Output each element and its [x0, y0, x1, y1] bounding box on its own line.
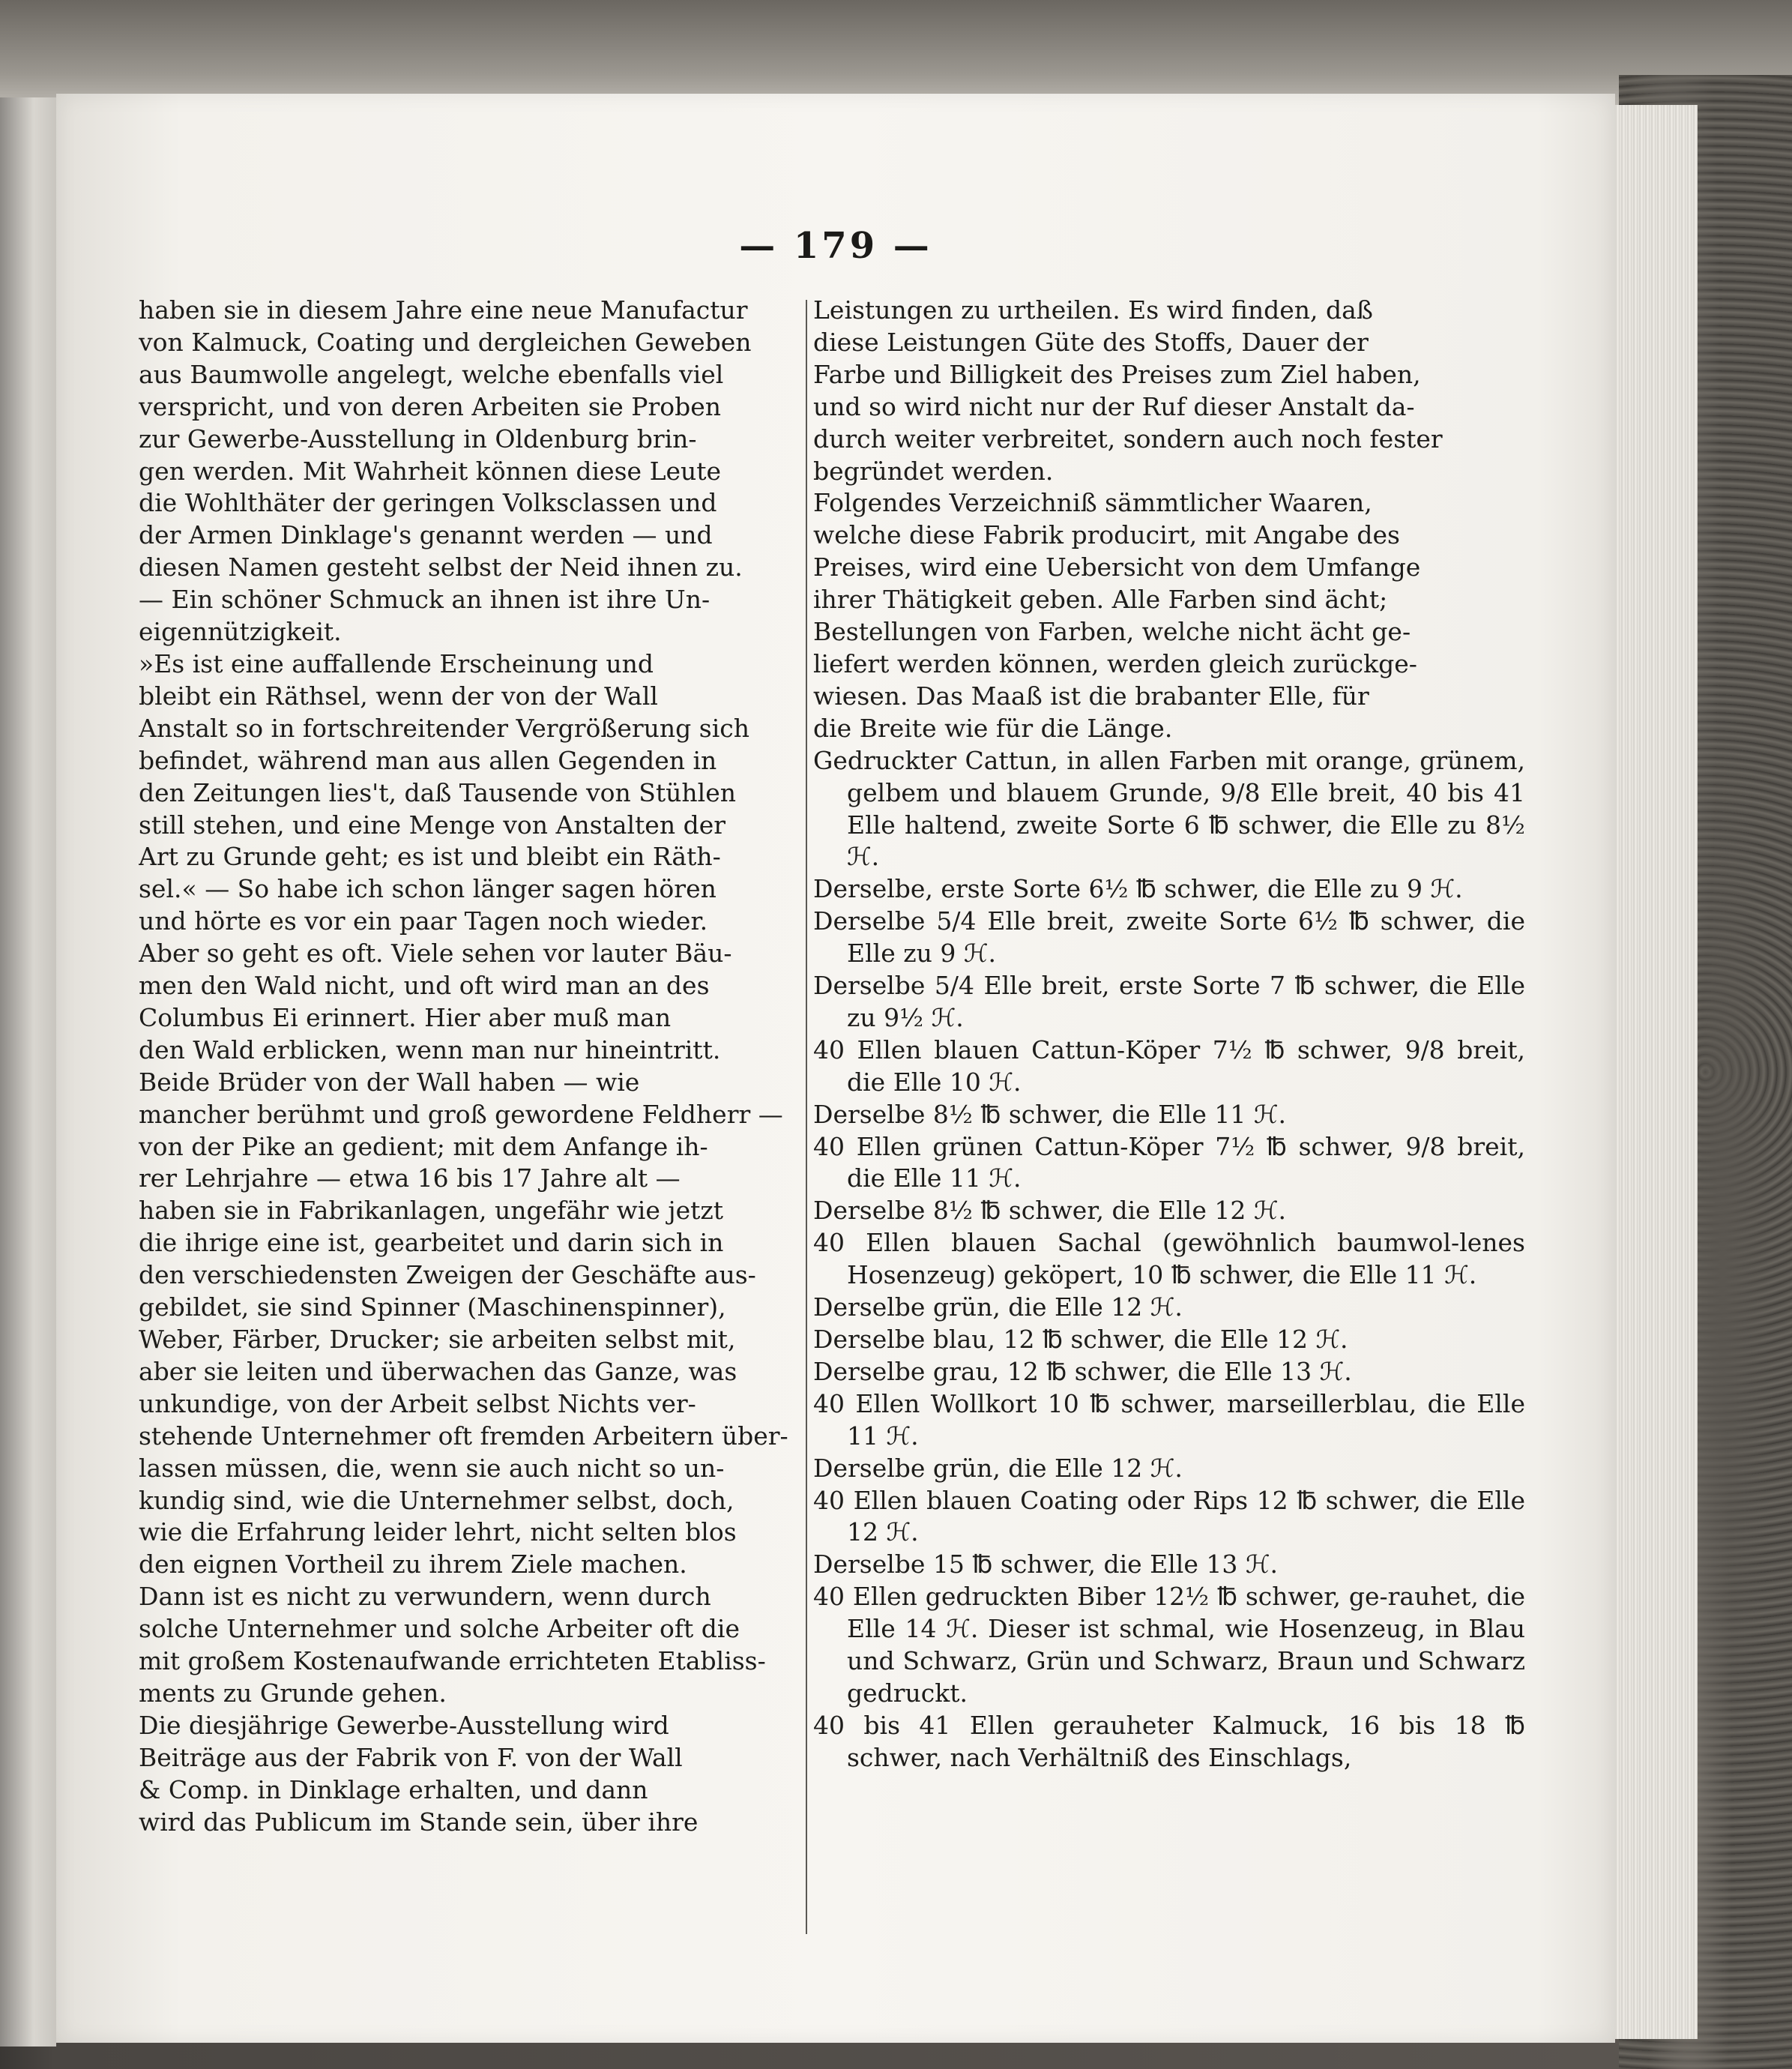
price-list-item: Derselbe, erste Sorte 6½ ℔ schwer, die Elle zu 9 ℋ. [813, 874, 1463, 904]
text-line: bleibt ein Räthsel, wenn der von der Wall [139, 681, 658, 711]
text-line: haben sie in Fabrikanlagen, ungefähr wie jetzt [139, 1196, 724, 1226]
text-line: die Breite wie für die Länge. [813, 713, 1173, 743]
text-line: liefert werden können, werden gleich zurückge- [813, 648, 1417, 678]
price-list-item: 40 Ellen blauen Coating oder Rips 12 ℔ schwer, die Elle 12 ℋ. [813, 1485, 1525, 1547]
text-line: den Zeitungen lies't, daß Tausende von Stühlen [139, 777, 736, 807]
text-line: rer Lehrjahre — etwa 16 bis 17 Jahre alt — [139, 1163, 681, 1193]
price-list-item: Derselbe grün, die Elle 12 ℋ. [813, 1292, 1183, 1322]
right-column-intro [813, 295, 1525, 745]
text-line: diesen Namen gesteht selbst der Neid ihnen zu. [139, 552, 743, 582]
price-list-item: Derselbe 5/4 Elle breit, erste Sorte 7 ℔ schwer, die Elle zu 9½ ℋ. [813, 971, 1525, 1032]
text-line: Columbus Ei erinnert. Hier aber muß man [139, 1002, 672, 1032]
text-line: eigennützigkeit. [139, 617, 342, 647]
book-page [56, 94, 1615, 2043]
price-list-item: 40 Ellen blauen Cattun-Köper 7½ ℔ schwer, 9/8 breit, die Elle 10 ℋ. [813, 1034, 1525, 1097]
text-line: aber sie leiten und überwachen das Ganze, was [139, 1356, 737, 1386]
text-line: »Es ist eine auffallende Erscheinung und [139, 648, 654, 678]
text-line: Beide Brüder von der Wall haben — wie [139, 1067, 640, 1097]
text-line: Leistungen zu urtheilen. Es wird finden, daß [813, 295, 1373, 325]
price-list-item: Derselbe grau, 12 ℔ schwer, die Elle 13 ℋ. [813, 1356, 1352, 1386]
text-line: begründet werden. [813, 456, 1054, 486]
previous-page-edge [0, 97, 56, 2047]
text-line: kundig sind, wie die Unternehmer selbst, doch, [139, 1485, 734, 1515]
text-line: ihrer Thätigkeit geben. Alle Farben sind ächt; [813, 585, 1388, 615]
text-line: den Wald erblicken, wenn man nur hineintritt. [139, 1034, 721, 1064]
text-line: von der Pike an gedient; mit dem Anfange ih- [139, 1131, 708, 1161]
text-line: wird das Publicum im Stande sein, über ihre [139, 1807, 699, 1837]
text-line: welche diese Fabrik producirt, mit Angabe des [813, 520, 1400, 550]
page-block-edge [1608, 105, 1698, 2039]
text-line: wie die Erfahrung leider lehrt, nicht selten blos [139, 1517, 737, 1547]
price-list-item: 40 Ellen gedruckten Biber 12½ ℔ schwer, ge-rauhet, die Elle 14 ℋ. Dieser ist schmal, wie Hosenzeug, in Blau und Schwarz, Grün und Schwarz, Braun und Schwarz gedruckt. [813, 1582, 1525, 1708]
text-line: & Comp. in Dinklage erhalten, und dann [139, 1774, 648, 1804]
price-list-item: Derselbe 8½ ℔ schwer, die Elle 12 ℋ. [813, 1196, 1286, 1226]
price-list-item: 40 bis 41 Ellen gerauheter Kalmuck, 16 bis 18 ℔ schwer, nach Verhältniß des Einschlags, [813, 1710, 1525, 1772]
text-line: ments zu Grunde gehen. [139, 1678, 447, 1708]
text-line: lassen müssen, die, wenn sie auch nicht so un- [139, 1453, 725, 1483]
text-line: unkundige, von der Arbeit selbst Nichts ver- [139, 1388, 696, 1418]
price-list-item: 40 Ellen blauen Sachal (gewöhnlich baumwol-lenes Hosenzeug) geköpert, 10 ℔ schwer, die Elle 11 ℋ. [813, 1228, 1525, 1290]
text-line: Die diesjährige Gewerbe-Ausstellung wird [139, 1710, 669, 1740]
text-line: die ihrige eine ist, gearbeitet und darin sich in [139, 1228, 724, 1258]
text-line: Bestellungen von Farben, welche nicht ächt ge- [813, 617, 1411, 647]
text-line: zur Gewerbe-Ausstellung in Oldenburg brin- [139, 424, 697, 454]
text-line: wiesen. Das Maaß ist die brabanter Elle, für [813, 681, 1369, 711]
page-number: — 179 — [739, 225, 932, 267]
price-list-item: 40 Ellen grünen Cattun-Köper 7½ ℔ schwer, 9/8 breit, die Elle 11 ℋ. [813, 1131, 1525, 1193]
price-list-item: Derselbe 5/4 Elle breit, zweite Sorte 6½ ℔ schwer, die Elle zu 9 ℋ. [813, 906, 1525, 969]
text-line: Beiträge aus der Fabrik von F. von der Wall [139, 1742, 683, 1772]
scan-background-top [0, 0, 1792, 105]
text-line: verspricht, und von deren Arbeiten sie Proben [139, 391, 721, 421]
text-line: mit großem Kostenaufwande errichteten Etabliss- [139, 1646, 766, 1676]
text-line: mancher berühmt und groß gewordene Feldherr — [139, 1099, 783, 1129]
text-line: und so wird nicht nur der Ruf dieser Anstalt da- [813, 391, 1415, 421]
price-list-item: Gedruckter Cattun, in allen Farben mit orange, grünem, gelbem und blauem Grunde, 9/8 Elle breit, 40 bis 41 Elle haltend, zweite Sorte 6 ℔ schwer, die Elle zu 8½ ℋ. [813, 745, 1525, 872]
text-line: gebildet, sie sind Spinner (Maschinenspinner), [139, 1292, 726, 1322]
text-line: Dann ist es nicht zu verwundern, wenn durch [139, 1582, 711, 1612]
text-line: Farbe und Billigkeit des Preises zum Ziel haben, [813, 359, 1421, 389]
price-list-item: Derselbe grün, die Elle 12 ℋ. [813, 1453, 1183, 1483]
text-line: und hörte es vor ein paar Tagen noch wieder. [139, 906, 708, 936]
text-line: men den Wald nicht, und oft wird man an des [139, 971, 710, 1001]
text-line: sel.« — So habe ich schon länger sagen hören [139, 874, 717, 904]
text-line: Anstalt so in fortschreitender Vergrößerung sich [139, 713, 750, 743]
text-line: befindet, während man aus allen Gegenden in [139, 745, 717, 775]
text-line: von Kalmuck, Coating und dergleichen Geweben [139, 327, 752, 357]
price-list-item: 40 Ellen Wollkort 10 ℔ schwer, marseillerblau, die Elle 11 ℋ. [813, 1388, 1525, 1451]
text-line: aus Baumwolle angelegt, welche ebenfalls viel [139, 359, 724, 389]
price-list [813, 745, 1525, 1774]
text-line: stehende Unternehmer oft fremden Arbeitern über- [139, 1421, 788, 1451]
text-line: — Ein schöner Schmuck an ihnen ist ihre Un- [139, 585, 711, 615]
text-line: haben sie in diesem Jahre eine neue Manufactur [139, 295, 748, 325]
text-line: gen werden. Mit Wahrheit können diese Leute [139, 456, 722, 486]
text-line: den eignen Vortheil zu ihrem Ziele machen. [139, 1550, 687, 1579]
text-line: solche Unternehmer und solche Arbeiter oft die [139, 1614, 740, 1644]
price-list-item: Derselbe blau, 12 ℔ schwer, die Elle 12 ℋ. [813, 1325, 1348, 1354]
text-line: Weber, Färber, Drucker; sie arbeiten selbst mit, [139, 1325, 736, 1354]
text-line: Preises, wird eine Uebersicht von dem Umfange [813, 552, 1421, 582]
text-line: der Armen Dinklage's genannt werden — und [139, 520, 713, 550]
text-line: Aber so geht es oft. Viele sehen vor lauter Bäu- [139, 939, 732, 969]
text-line: diese Leistungen Güte des Stoffs, Dauer der [813, 327, 1369, 357]
right-column [806, 295, 1555, 1774]
text-line: den verschiedensten Zweigen der Geschäfte aus- [139, 1260, 756, 1290]
text-line: Folgendes Verzeichniß sämmtlicher Waaren, [813, 488, 1372, 518]
text-line: still stehen, und eine Menge von Anstalten der [139, 810, 726, 840]
price-list-item: Derselbe 8½ ℔ schwer, die Elle 11 ℋ. [813, 1099, 1286, 1129]
text-line: Art zu Grunde geht; es ist und bleibt ein Räth- [139, 842, 721, 872]
left-column [139, 295, 836, 1839]
price-list-item: Derselbe 15 ℔ schwer, die Elle 13 ℋ. [813, 1550, 1278, 1579]
text-line: die Wohlthäter der geringen Volksclassen und [139, 488, 717, 518]
text-line: durch weiter verbreitet, sondern auch noch fester [813, 424, 1443, 454]
